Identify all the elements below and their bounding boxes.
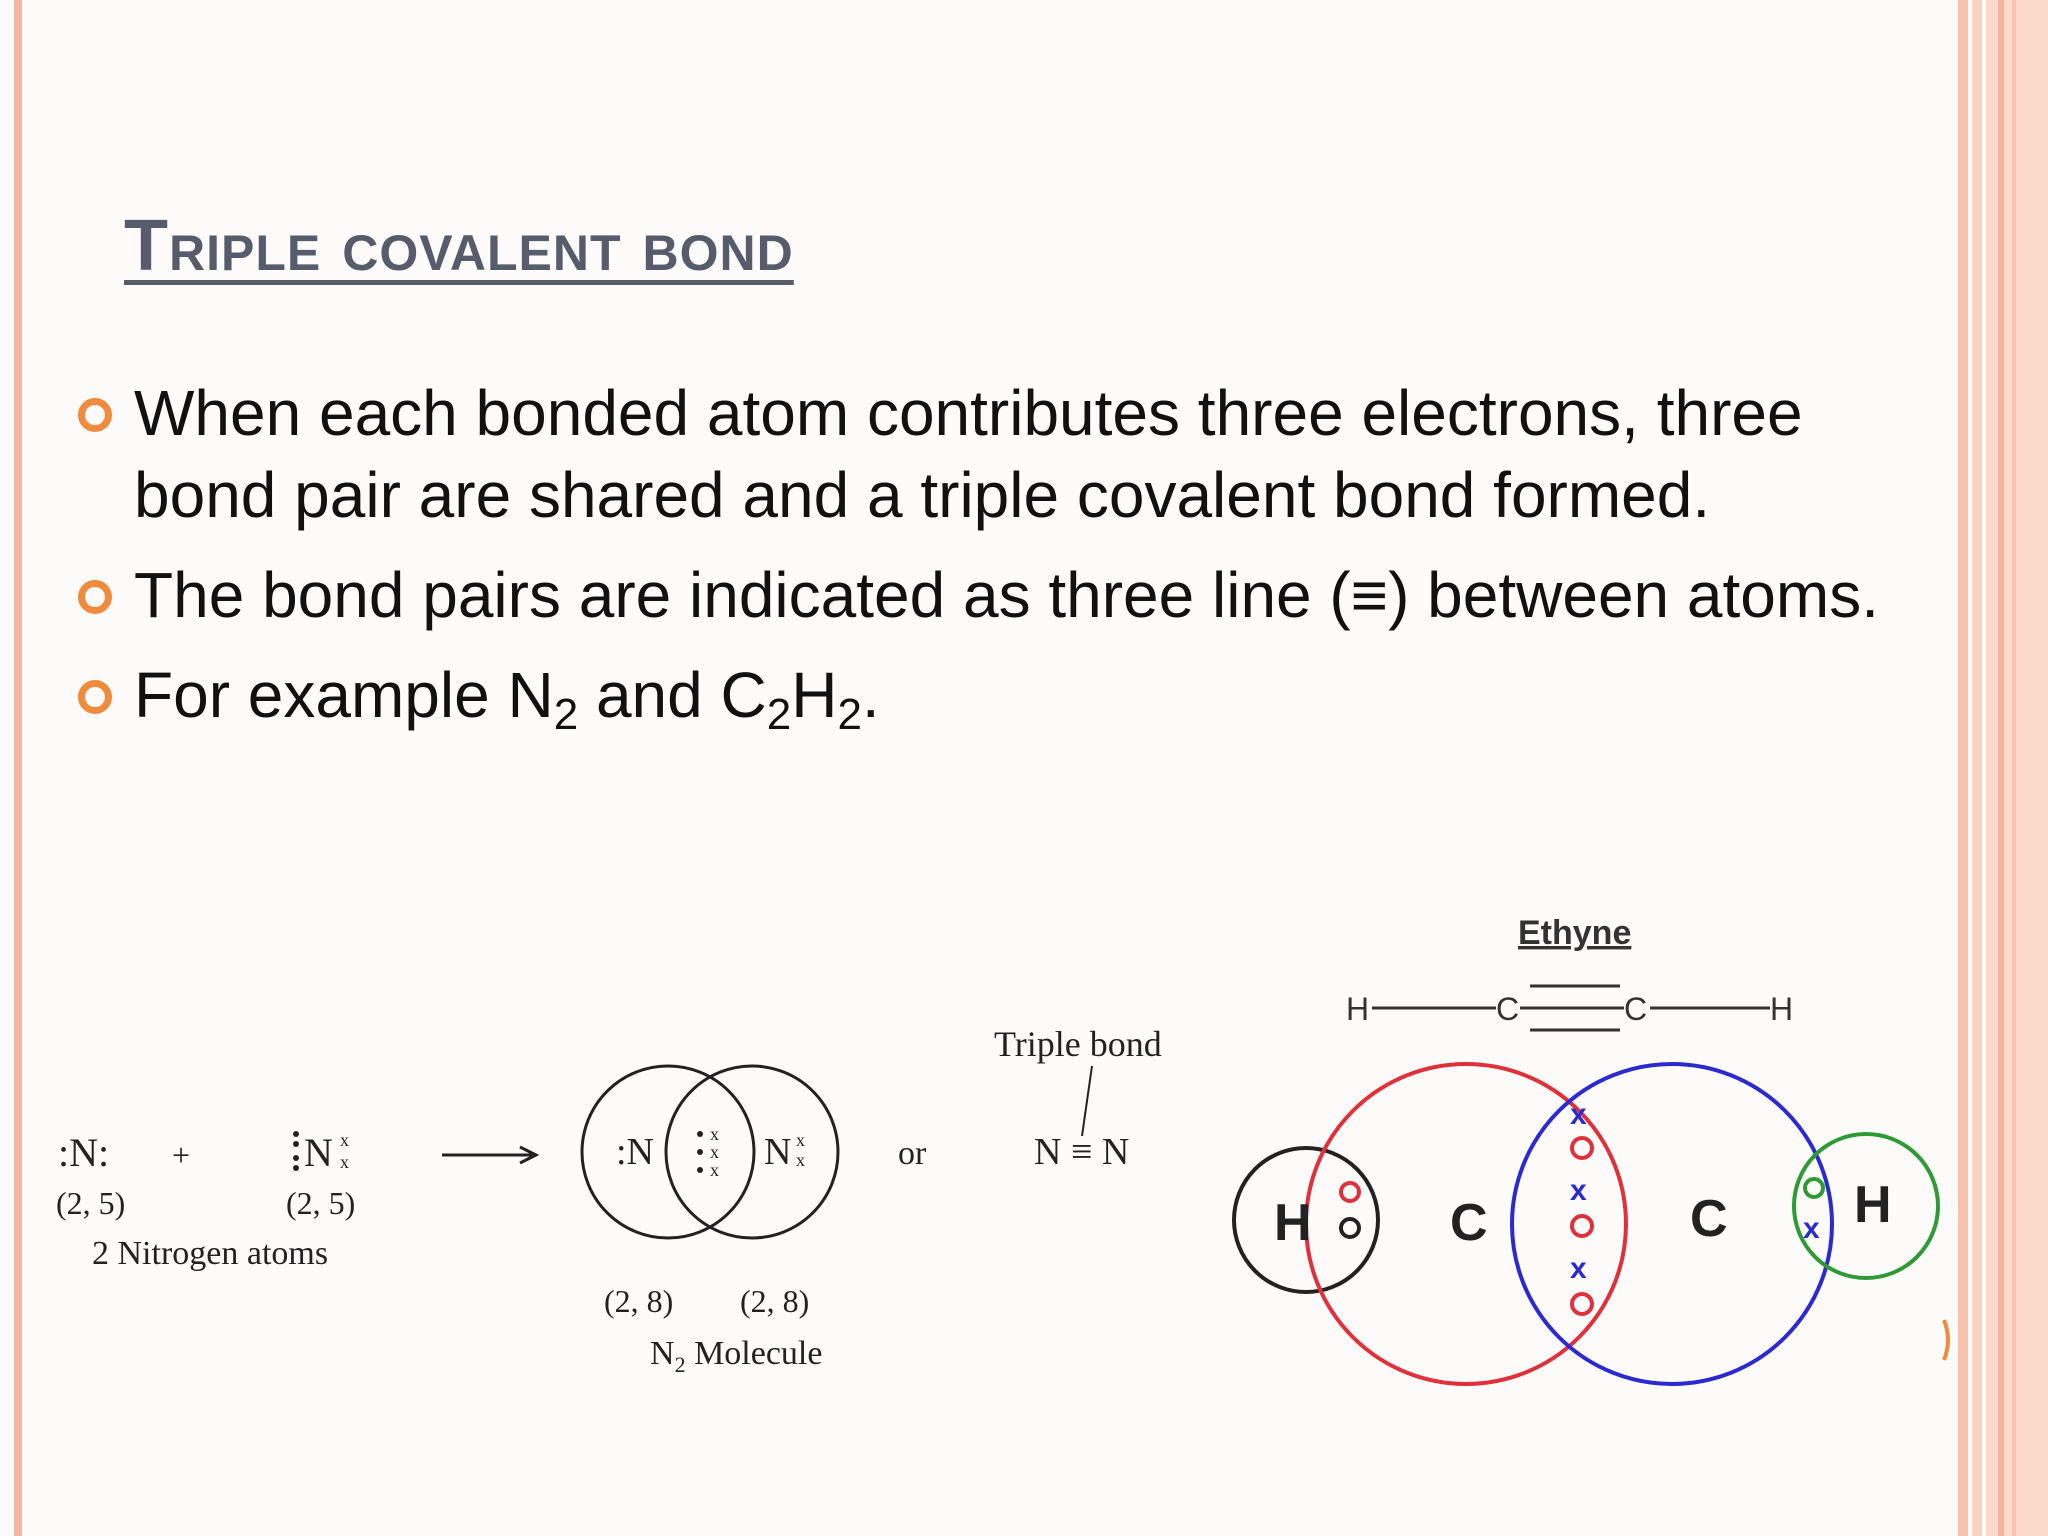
svg-text:x: x (1803, 1212, 1820, 1245)
bullet-text: The bond pairs are indicated as three line (≡) between atoms. (134, 559, 1879, 631)
svg-text:N: N (304, 1130, 333, 1175)
c-h-shared-electrons-icon (1803, 1179, 1823, 1245)
ethyne-atom-h: H (1770, 991, 1794, 1027)
triple-bond-label: Triple bond (994, 1024, 1162, 1064)
structural-formula: N ≡ N (1034, 1131, 1130, 1173)
config-label: (2, 5) (286, 1185, 356, 1221)
ethyne-atom-c: C (1496, 991, 1520, 1027)
circle-atom-h: H (1854, 1176, 1892, 1234)
triple-bond-pointer (1082, 1066, 1092, 1136)
svg-text:x: x (1570, 1252, 1587, 1285)
svg-text:x: x (1570, 1098, 1587, 1131)
h-c-shared-electrons-icon (1341, 1183, 1359, 1237)
svg-text:x: x (796, 1150, 805, 1170)
nitrogen-shell-left (582, 1066, 754, 1238)
c-c-shared-electrons-icon (1570, 1098, 1592, 1314)
reaction-arrow-icon (442, 1147, 536, 1163)
carbon-shell-right (1512, 1064, 1832, 1384)
triple-bond-lines (1520, 986, 1624, 1030)
nitrogen-shell-right (666, 1066, 838, 1238)
plus-sign: + (172, 1137, 191, 1173)
or-label: or (898, 1135, 927, 1172)
svg-text:x: x (710, 1124, 719, 1144)
slide-title: Triple covalent bond (124, 206, 794, 286)
circle-atom-h: H (1274, 1194, 1312, 1252)
config-label: (2, 5) (56, 1185, 126, 1221)
config-label: (2, 8) (604, 1283, 674, 1319)
circle-atom-c: C (1690, 1190, 1728, 1248)
nitrogen-atom-1: :N: (58, 1130, 110, 1175)
decorative-arc (1944, 1320, 1948, 1360)
svg-text:x: x (710, 1160, 719, 1180)
shared-electrons-icon (697, 1124, 719, 1180)
svg-text:x: x (1570, 1174, 1587, 1207)
svg-text:x: x (340, 1152, 349, 1172)
ethyne-atom-h: H (1346, 991, 1370, 1027)
nitrogen-caption: 2 Nitrogen atoms (92, 1235, 329, 1272)
molecule-atom-right: N (764, 1131, 792, 1173)
svg-text:x: x (710, 1142, 719, 1162)
config-label: (2, 8) (740, 1283, 810, 1319)
nitrogen-atom-2 (293, 1130, 349, 1175)
svg-text:x: x (340, 1130, 349, 1150)
ethyne-title: Ethyne (1518, 914, 1632, 952)
nitrogen-diagram (56, 1024, 1162, 1377)
circle-atom-c: C (1450, 1194, 1488, 1252)
svg-text:x: x (796, 1130, 805, 1150)
molecule-caption: $N_2$ Molecule (650, 1335, 823, 1377)
ethyne-atom-c: C (1624, 991, 1648, 1027)
bullet-text: When each bonded atom contributes three electrons, three bond pair are shared and a triple covalent bond formed. (134, 377, 1803, 531)
bullet-text: For example $N_2$ and $C_2H_2$. (134, 659, 880, 739)
ethyne-diagram (1234, 914, 1948, 1384)
molecule-atom-left: :N (616, 1131, 654, 1173)
